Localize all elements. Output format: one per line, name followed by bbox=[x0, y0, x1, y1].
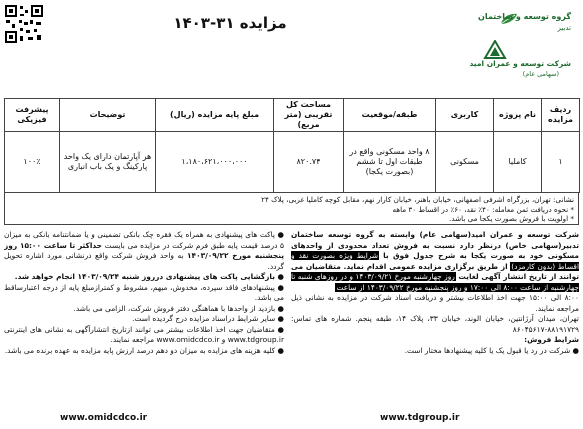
table-header-row bbox=[5, 99, 580, 132]
header-floor: طبقه/موقعیت bbox=[344, 99, 436, 132]
intro-text-cont: از طریق برگزاری مزایده عمومی اقدام نماید. متقاضیان می توانند از تاریخ انتشار آگهی لغایت bbox=[291, 261, 579, 282]
header-index: ردیف مزایده bbox=[542, 99, 580, 132]
intro-paragraph bbox=[291, 230, 579, 293]
header-description: توضیحات bbox=[60, 99, 156, 132]
sale-terms-heading: شرایط فروش: bbox=[524, 335, 579, 345]
intro-text: شرکت توسعه و عمران امید(سهامی عام) وابسته به گروه توسعه ساختمان تدبیر(سهامی خاص) درنظر دارد نسبت به فروش تعداد محدودی از واحدهای مسکونی خود به صورت یکجا به شرح جدول فوق با bbox=[291, 230, 579, 261]
qr-code-icon bbox=[4, 4, 44, 44]
cell-usage: مسکونی bbox=[436, 132, 494, 193]
terms-item-info: ● متقاضیان جهت اخذ اطلاعات بیشتر می توانند ازتاریخ انتشارآگهی به نشانی های اینترنتی www.tdgroup.ir و www.omidcdco.ir مراجعه نمایند. bbox=[4, 324, 284, 345]
deadline-highlight: روز چهارشنبه مورخ ۱۴۰۳/۰۹/۲۱ و در روزهای شنبه تا چهارشنبه از ساعت ۸:۰۰ الی ۱۷:۰۰ و روز پنجشنبه مورخ ۱۴۰۳/۰۹/۲۲ از ساعت bbox=[291, 272, 579, 292]
visit-hours-text: ۸:۰۰ الی ۱۵:۰۰ جهت اخذ اطلاعات بیشتر و دریافت اسناد شرکت در مزایده به نشانی ذیل مراجعه نمایند. bbox=[291, 293, 579, 313]
header-project: نام پروژه bbox=[494, 99, 542, 132]
page-title: مزایده ۳۱-۱۴۰۳ bbox=[173, 14, 287, 32]
table-row bbox=[5, 132, 580, 193]
cell-project: کاملیا bbox=[494, 132, 542, 193]
cell-price: ۱،۱۸۰،۶۲۱،۰۰۰،۰۰۰ bbox=[156, 132, 274, 193]
deposit-text: ● پاکت های پیشنهادی به همراه یک فقره چک بانکی تضمینی و یا ضمانتنامه بانکی به میزان ۵ درصد قیمت پایه طبق فرم شرکت در مزایده می بایست bbox=[4, 230, 284, 250]
cell-index: ۱ bbox=[542, 132, 580, 193]
sale-term-item: ● شرکت در رد یا قبول یک یا کلیه پیشنهادها مختار است. bbox=[404, 345, 579, 355]
footer-link-tdgroup[interactable]: www.tdgroup.ir bbox=[380, 413, 460, 423]
logo-text-brand: تدبیر bbox=[557, 24, 571, 32]
header-area: مساحت کل تقریبی (متر مربع) bbox=[274, 99, 344, 132]
footer-link-omid[interactable]: www.omidcdco.ir bbox=[60, 413, 148, 423]
terms-item-deposit bbox=[4, 230, 284, 272]
submission-deadline: حداکثر تا ساعت ۱۵:۰۰ روز پنجشنبه مورخ ۱۴۰۳/۰۹/۲۲ bbox=[4, 240, 284, 261]
deposit-text-cont: به واحد فروش شرکت واقع درنشانی مورد اشاره تحویل گردد. bbox=[4, 251, 284, 271]
terms-item-visit: ● بازدید از واحدها با هماهنگی دفتر فروش شرکت، الزامی می باشد. bbox=[73, 303, 284, 313]
priority-text: * اولویت با فروش بصورت یکجا می باشد. bbox=[449, 214, 574, 224]
terms-item-other: ● سایر شرایط دراسناد مزایده درج گردیده است. bbox=[132, 314, 284, 324]
terms-column bbox=[4, 230, 284, 408]
payment-text: * نحوه دریافت ثمن معامله: ۴۰٪ نقد، ۶۰٪ در اقساط ۳۰ ماهه bbox=[392, 204, 574, 214]
header-progress: پیشرفت فیزیکی bbox=[5, 99, 60, 132]
logo-text-group: گروه توسعه و ساختمان bbox=[477, 12, 571, 21]
cell-area: ۸۲۰.۷۴ bbox=[274, 132, 344, 193]
intro-column bbox=[291, 230, 579, 408]
cell-progress: ۱۰۰٪ bbox=[5, 132, 60, 193]
cell-description: هر آپارتمان دارای یک واحد پارکینگ و یک باب انباری bbox=[60, 132, 156, 193]
company-logo bbox=[467, 4, 577, 82]
logo-text-company: شرکت توسعه و عمران امید bbox=[469, 59, 571, 68]
special-terms-highlight: شرایط ویژه بصورت نقد و اقساط (بدون کارمزد) bbox=[291, 251, 579, 271]
terms-item-invalid: ● پیشنهادهای فاقد سپرده، مخدوش، مبهم، مشروط و کمترازمبلغ پایه از درجه اعتبارساقط می باشد. bbox=[4, 282, 284, 303]
property-info bbox=[4, 193, 579, 225]
omid-emblem-icon bbox=[483, 40, 507, 60]
terms-item-fees: ● کلیه هزینه های مزایده به میزان دو دهم درصد ارزش پایه مزایده به عهده برنده می باشد. bbox=[4, 345, 284, 355]
office-address-text: تهران، میدان آرژانتین، خیابان الوند، خیابان ۳۳، پلاک ۱۴، طبقه پنجم. شماره های تماس: ۸۸۱۹۱۷۲۹-۸۶۰۴۵۶۱۷ bbox=[291, 314, 579, 334]
cell-floor: ۸ واحد مسکونی واقع در طبقات اول تا ششم (بصورت یکجا) bbox=[344, 132, 436, 193]
terms-item-opening: ● بازگشایی پاکت های پیشنهادی درروز شنبه ۱۴۰۳/۰۹/۲۴ انجام خواهد شد. bbox=[14, 272, 284, 282]
logo-text-type: (سهامی عام) bbox=[522, 70, 559, 78]
address-text: نشانی: تهران، بزرگراه اشرفی اصفهانی، خیابان باهنر، خیابان کارار نهم، مقابل کوچه کاملیا غربی، پلاک ۲۴ bbox=[261, 195, 574, 204]
auction-table bbox=[4, 98, 580, 193]
footer bbox=[0, 410, 583, 429]
header-price: مبلغ پایه مزایده (ریال) bbox=[156, 99, 274, 132]
header-usage: کاربری bbox=[436, 99, 494, 132]
